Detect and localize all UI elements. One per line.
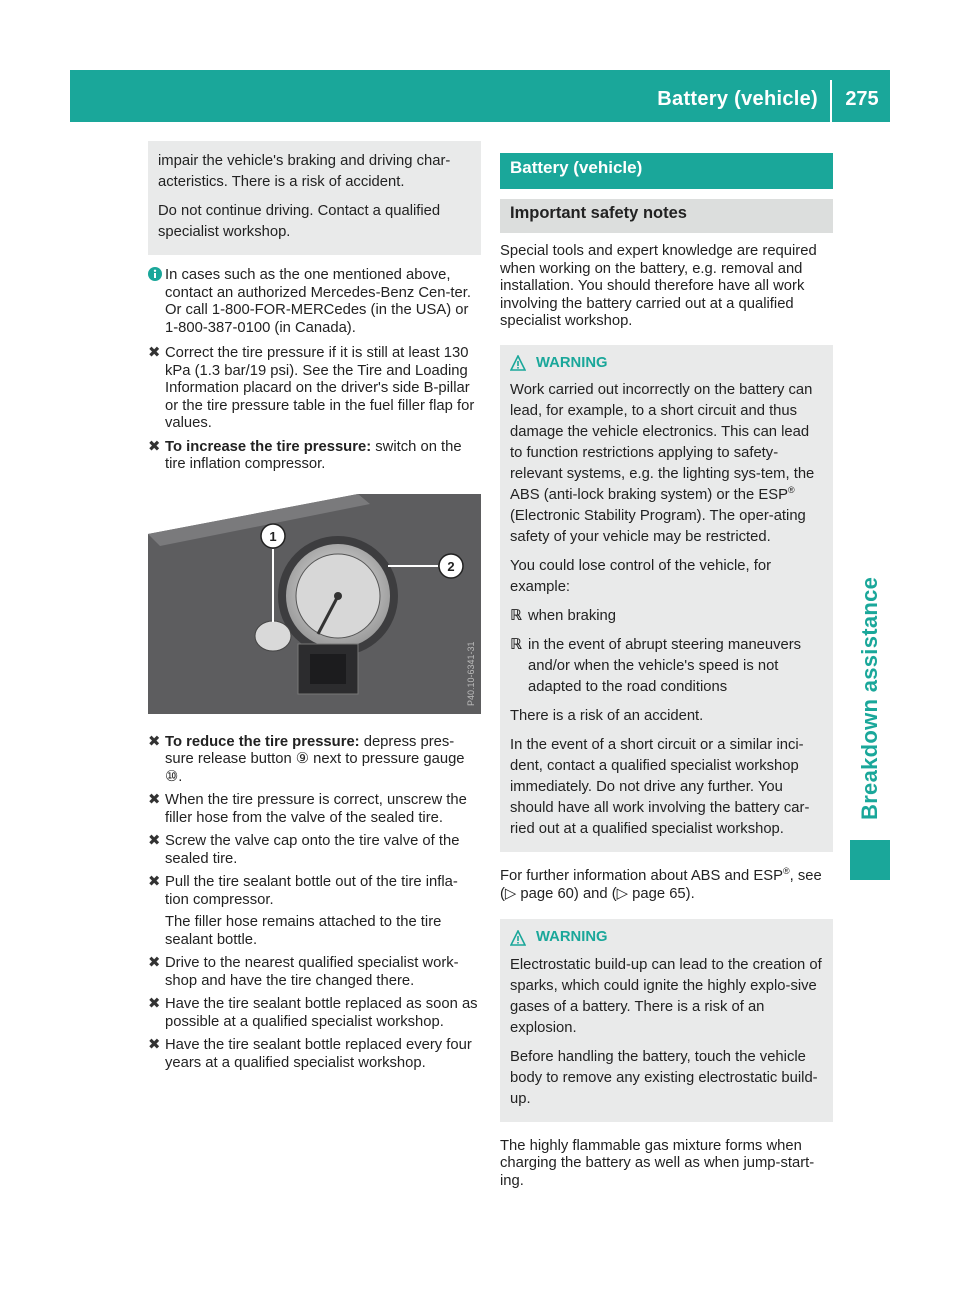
header-divider	[830, 80, 832, 122]
callout-1: 1	[269, 528, 277, 544]
warning-text: Do not continue driving. Contact a qualified specialist workshop.	[158, 203, 441, 240]
warning-text: You could lose control of the vehicle, for example:	[510, 558, 772, 595]
step-arrow-icon: ✖	[148, 955, 161, 971]
list-item: ✖ To increase the tire pressure: switch on the tire inflation compressor.	[148, 438, 462, 472]
further-info: For further information about ABS and ESP®, see (▷ page 60) and (▷ page 65).	[500, 866, 822, 902]
side-tab-marker	[850, 840, 890, 880]
list-item: ✖ Correct the tire pressure if it is still at least 130 kPa (1.3 bar/19 psi). See the Tire and Loading Information placard on the driver's side B-pillar or the tire pressure table in the fuel filler flap for values.	[148, 345, 475, 431]
info-text: In cases such as the one mentioned above, contact an authorized Mercedes-Benz Cen-ter. Or call 1-800-FOR-MERCedes (in the USA) or 1-800-387-0100 (in Canada).	[165, 267, 471, 336]
list-item: ✖ To reduce the tire pressure: depress pres-sure release button ⑨ next to pressure gauge ⑩.	[148, 733, 465, 785]
step-arrow-icon: ✖	[148, 345, 161, 361]
list-item: ✖ Have the tire sealant bottle replaced every four years at a qualified specialist workshop.	[148, 1037, 472, 1071]
warning-text: In the event of a short circuit or a similar inci-dent, contact a qualified specialist workshop immediately. Do not drive any further. You should have all work involving the battery car-ried out at a qualified specialist workshop.	[510, 737, 810, 837]
list-item: ✖ Have the tire sealant bottle replaced as soon as possible at a qualified specialist workshop.	[148, 996, 478, 1030]
step-arrow-icon: ✖	[148, 1037, 161, 1053]
callout-2: 2	[447, 558, 455, 574]
bullet-icon: ℝ	[510, 608, 522, 624]
side-tab-label: Breakdown assistance	[857, 576, 882, 820]
info-note	[148, 267, 481, 337]
intro-paragraph: Special tools and expert knowledge are required when working on the battery, e.g. removal and installation. You should therefore have all work involving the battery carried out at a qualified specialist workshop.	[500, 243, 817, 329]
warning-label: WARNING	[536, 354, 608, 371]
page-number: 275	[845, 88, 879, 110]
warning-text: Electrostatic build-up can lead to the creation of sparks, which could ignite the highly explo-sive gases of a battery. There is a risk of an explosion.	[510, 956, 822, 1036]
step-arrow-icon: ✖	[148, 733, 161, 750]
section-title: Battery (vehicle)	[500, 153, 833, 189]
step-arrow-icon: ✖	[148, 874, 161, 890]
list-item: ℝ when braking	[510, 606, 823, 627]
subsection-title: Important safety notes	[500, 199, 833, 233]
warning-icon	[510, 930, 526, 946]
step-arrow-icon: ✖	[148, 833, 161, 849]
warning-text: Work carried out incorrectly on the battery can lead, for example, to a short circuit and thus damage the vehicle electronics. This can lead to function restrictions applying to safety-relevant systems, e.g. the lighting sys-tem, the ABS (anti-lock braking system) or the ESP® (Electronic Stability Program). The oper-ating safety of your vehicle may be restricted.	[510, 382, 815, 545]
warning-box	[500, 345, 833, 853]
warning-text: There is a risk of an accident.	[510, 708, 704, 724]
warning-box	[500, 919, 833, 1122]
right-column	[500, 153, 833, 1190]
step-arrow-icon: ✖	[148, 996, 161, 1012]
figure-code: P40.10-6341-31	[466, 640, 476, 706]
page-title: Battery (vehicle)	[657, 88, 818, 110]
step-arrow-icon: ✖	[148, 438, 161, 455]
inflation-compressor-figure	[148, 494, 481, 714]
step-arrow-icon: ✖	[148, 792, 161, 808]
info-icon	[148, 267, 165, 337]
header-bar	[70, 70, 890, 122]
list-item: ✖ Screw the valve cap onto the tire valve of the sealed tire.	[148, 833, 460, 867]
list-item: ✖ When the tire pressure is correct, unscrew the filler hose from the valve of the sealed tire.	[148, 792, 467, 826]
list-item: ✖ Drive to the nearest qualified specialist work-shop and have the tire changed there.	[148, 955, 459, 989]
warning-icon	[510, 355, 526, 371]
warning-box-continued	[148, 141, 481, 255]
list-item: ✖ Pull the tire sealant bottle out of the tire infla-tion compressor. The filler hose remains attached to the tire sealant bottle.	[148, 874, 458, 948]
list-item: ℝ in the event of abrupt steering maneuvers and/or when the vehicle's speed is not adapted to the road conditions	[510, 635, 823, 698]
warning-text: Before handling the battery, touch the vehicle body to remove any existing electrostatic build-up.	[510, 1048, 818, 1107]
warning-label: WARNING	[536, 929, 608, 945]
closing-paragraph: The highly flammable gas mixture forms when charging the battery as well as when jump-start-ing.	[500, 1137, 815, 1189]
warning-text: impair the vehicle's braking and driving char-acteristics. There is a risk of accident.	[158, 153, 451, 190]
left-column	[148, 141, 481, 1078]
bullet-icon: ℝ	[510, 637, 522, 653]
